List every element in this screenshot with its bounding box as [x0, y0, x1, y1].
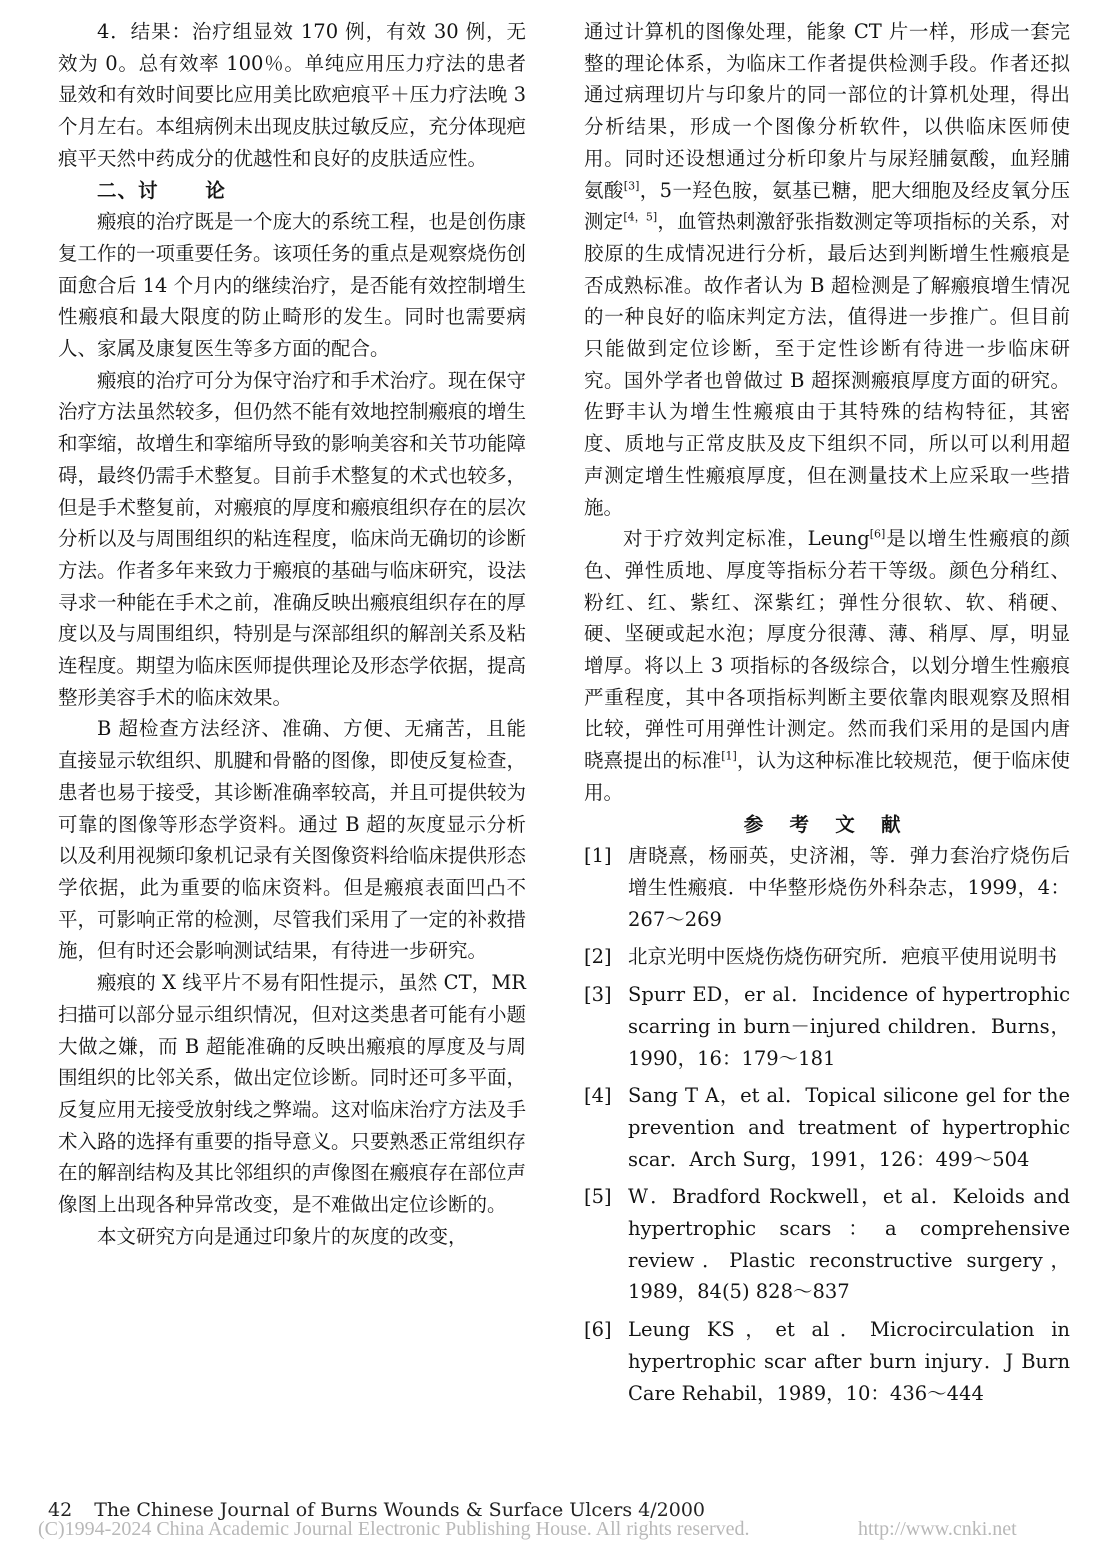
journal-title: The Chinese Journal of Burns Wounds & Surface Ulcers 4/2000: [94, 1499, 705, 1521]
text-run: ，认为这种标准比较规范，便于临床使用。: [584, 749, 1070, 804]
text-run: 通过计算机的图像处理，能象 CT 片一样，形成一套完整的理论体系，为临床工作者提供检测手段。作者还拟通过病理切片与印象片的同一部位的计算机处理，得出分析结果，形成一个图像分析软件，以供临床医师使用。同时还设想通过分析印象片与尿羟脯氨酸，血羟脯氨酸: [584, 20, 1070, 202]
text-run: ，5一羟色胺，氨基已糖，肥大细胞及经皮氧分压测定: [584, 178, 1070, 234]
copyright-watermark: [38, 1518, 1038, 1541]
section-heading-part-a: 二、讨: [97, 178, 159, 202]
reference-item: [584, 979, 1070, 1074]
left-column: [58, 16, 526, 1252]
reference-number: [6]: [584, 1318, 612, 1342]
reference-item: [584, 1080, 1070, 1175]
text-run: 是以增生性瘢痕的颜色、弹性质地、厚度等指标分若干等级。颜色分稍红、粉红、红、紫红、深紫红；弹性分很软、软、稍硬、硬、坚硬或起水泡；厚度分很薄、薄、稍厚、厚，明显增厚。将以上 3 项指标的各级综合，以划分增生性瘢痕严重程度，其中各项指标判断主要依靠肉眼观察及照相比较，弹性可用弹性计测定。然而我们采用的是国内唐晓熹提出的标准: [584, 527, 1070, 773]
page-number: 42: [48, 1499, 73, 1521]
discussion-paragraph-1: 瘢痕的治疗既是一个庞大的系统工程，也是创伤康复工作的一项重要任务。该项任务的重点是观察烧伤创面愈合后 14 个月内的继续治疗，是否能有效控制增生性瘢痕和最大限度的防止畸形的发生。同时也需要病人、家属及康复医生等多方面的配合。: [58, 210, 527, 361]
reference-number: [2]: [584, 945, 612, 969]
references-title: 参 考 文 献: [743, 812, 911, 836]
reference-item: [584, 840, 1070, 935]
reference-number: [3]: [584, 983, 612, 1007]
discussion-paragraph-3: B 超检查方法经济、准确、方便、无痛苦，且能直接显示软组织、肌腱和骨骼的图像，即使反复检查，患者也易于接受，其诊断准确率较高，并且可提供较为可靠的图像等形态学资料。通过 B 超的灰度显示分析以及利用视频印象机记录有关图像资料给临床提供形态学依据，此为重要的临床资料。但是瘢痕表面凹凸不平，可影响正常的检测，尽管我们采用了一定的补救措施，但有时还会影响测试结果，有待进一步研究。: [58, 717, 527, 963]
text-run: 对于疗效判定标准，Leung: [623, 527, 870, 551]
reference-item: [584, 941, 1070, 973]
citation-6: [6]: [869, 527, 886, 541]
right-column: [584, 16, 1070, 1415]
citation-4-5: [4，5]: [623, 210, 658, 224]
reference-number: [1]: [584, 844, 612, 868]
reference-text: Sang T A，et al．Topical silicone gel for the prevention and treatment of hypertrophic scar．Arch Surg，1991，126：499～504: [628, 1084, 1070, 1171]
result-paragraph: 4．结果：治疗组显效 170 例，有效 30 例，无效为 0。总有效率 100％。单纯应用压力疗法的患者显效和有效时间要比应用美比欧疤痕平＋压力疗法晚 3 个月左右。本组病例未出现皮肤过敏反应，充分体现疤痕平天然中药成分的优越性和良好的皮肤适应性。: [58, 20, 527, 170]
reference-text: 北京光明中医烧伤烧伤研究所．疤痕平使用说明书: [628, 945, 1058, 969]
reference-text: 唐晓熹，杨丽英，史济湘，等．弹力套治疗烧伤后增生性瘢痕．中华整形烧伤外科杂志，1999，4：267～269: [628, 844, 1070, 931]
copyright-text: (C)1994-2024 China Academic Journal Electronic Publishing House. All rights reserved.: [38, 1518, 750, 1540]
reference-item: [584, 1181, 1070, 1308]
reference-number: [5]: [584, 1185, 612, 1209]
citation-3: [3]: [623, 179, 640, 193]
source-url: http://www.cnki.net: [858, 1518, 1017, 1540]
citation-1: [1]: [721, 749, 737, 763]
criteria-paragraph: [584, 523, 1070, 808]
reference-number: [4]: [584, 1084, 612, 1108]
text-run: ，血管热刺激舒张指数测定等项指标的关系，对胶原的生成情况进行分析，最后达到判断增生性瘢痕是否成熟标准。故作者认为 B 超检测是了解瘢痕增生情况的一种良好的临床判定方法，值得进一步推广。但目前只能做到定位诊断，至于定性诊断有待进一步临床研究。国外学者也曾做过 B 超探测瘢痕厚度方面的研究。佐野丰认为增生性瘢痕由于其特殊的结构特征，其密度、质地与正常皮肤及皮下组织不同，所以可以利用超声测定增生性瘢痕厚度，但在测量技术上应采取一些措施。: [584, 210, 1070, 519]
reference-text: Spurr ED，er al．Incidence of hypertrophic scarring in burn－injured children．Burns，1990，16：179～181: [628, 983, 1070, 1070]
discussion-paragraph-2: 瘢痕的治疗可分为保守治疗和手术治疗。现在保守治疗方法虽然较多，但仍然不能有效地控制瘢痕的增生和挛缩，故增生和挛缩所导致的影响美容和关节功能障碍，最终仍需手术整复。目前手术整复的术式也较多，但是手术整复前，对瘢痕的厚度和瘢痕组织存在的层次分析以及与周围组织的粘连程度，临床尚无确切的诊断方法。作者多年来致力于瘢痕的基础与临床研究，设法寻求一种能在手术之前，准确反映出瘢痕组织存在的厚度以及与周围组织，特别是与深部组织的解剖关系及粘连程度。期望为临床医师提供理论及形态学依据，提高整形美容手术的临床效果。: [58, 368, 527, 709]
continued-paragraph: [584, 16, 1070, 523]
reference-item: [584, 1314, 1070, 1409]
reference-list: [584, 840, 1070, 1409]
discussion-paragraph-5: 本文研究方向是通过印象片的灰度的改变，: [97, 1224, 468, 1248]
section-heading-discussion: [58, 175, 526, 207]
reference-text: Leung KS，et al．Microcirculation in hypertrophic scar after burn injury．J Burn Care Rehabil，1989，10：436～444: [628, 1318, 1070, 1405]
section-heading-part-b: 论: [205, 178, 226, 202]
discussion-paragraph-4: 瘢痕的 X 线平片不易有阳性提示，虽然 CT，MR 扫描可以部分显示组织情况，但对这类患者可能有小题大做之嫌，而 B 超能准确的反映出瘢痕的厚度及与周围组织的比邻关系，做出定位诊断。同时还可多平面，反复应用无接受放射线之弊端。这对临床治疗方法及手术入路的选择有重要的指导意义。只要熟悉正常组织存在的解剖结构及其比邻组织的声像图在瘢痕存在部位声像图上出现各种异常改变，是不难做出定位诊断的。: [58, 971, 527, 1217]
reference-text: W．Bradford Rockwell，et al．Keloids and hypertrophic scars：a comprehensive review．Plastic reconstructive surgery，1989，84(5) 828～837: [628, 1185, 1070, 1304]
